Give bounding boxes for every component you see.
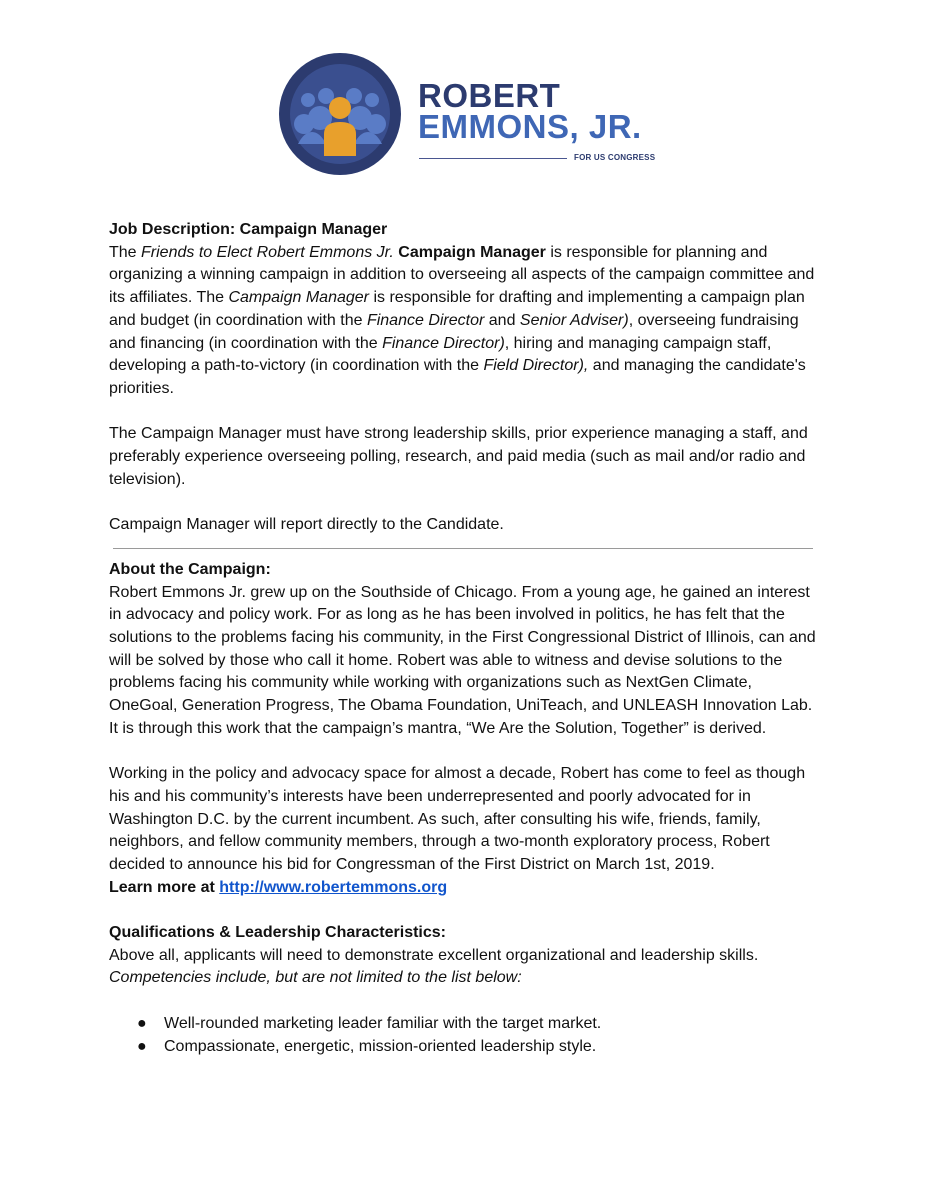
people-group-logo-icon — [278, 52, 402, 176]
text-run: and managing the candidate's priorities. — [109, 357, 806, 397]
job-paragraph-1 — [109, 242, 823, 401]
qualifications-intro-italic — [109, 967, 823, 990]
text-run: , hiring and managing campaign staff, developing a path-to-victory (in coordination with the — [109, 334, 772, 375]
qualifications-intro: Above all, applicants will need to demonstrate excellent organizational and leadership skills. — [109, 946, 759, 964]
italic-run: Competencies include, but are not limited to the list below: — [109, 969, 522, 987]
list-item-text: Compassionate, energetic, mission-oriented leadership style. — [164, 1037, 597, 1055]
bold-run: Campaign Manager — [398, 243, 546, 261]
about-heading: About the Campaign: — [109, 560, 271, 578]
competency-list — [109, 1013, 823, 1058]
list-item-text: Well-rounded marketing leader familiar with the target market. — [164, 1014, 602, 1032]
italic-run: Finance Director — [366, 311, 485, 329]
bullet-icon: ● — [137, 1014, 147, 1032]
learn-more-line — [109, 877, 823, 900]
learn-more-label: Learn more at — [109, 878, 215, 896]
bullet-icon: ● — [137, 1037, 147, 1055]
text-run: is responsible for drafting and implementing a campaign plan and budget (in coordination with the — [109, 289, 805, 329]
candidate-name-line2: EMMONS, JR. — [418, 108, 642, 145]
text-run: The — [109, 243, 142, 261]
campaign-website-link[interactable]: http://www.robertemmons.org — [219, 878, 448, 896]
qualifications-heading: Qualifications & Leadership Characteristics: — [109, 924, 446, 942]
text-run: and — [484, 311, 520, 329]
logo-divider — [419, 158, 567, 159]
about-paragraph-1: Robert Emmons Jr. grew up on the Southside of Chicago. From a young age, he gained an interest in advocacy and policy work. For as long as he has been involved in politics, he has felt that the solutions to the problems facing his community, in the First Congressional District of Illinois, can and will be solved by those who call it home. Robert was able to witness and devise solutions to the problems facing his community while working with organizations such as NextGen Climate, OneGoal, Generation Progress, The Obama Foundation, UniTeach, and UNLEASH Innovation Lab. It is through this work that the campaign’s mantra, “We Are the Solution, Together” is derived. — [109, 583, 816, 737]
italic-run: Campaign Manager — [228, 289, 369, 307]
list-item — [109, 1036, 823, 1059]
italic-run: Friends to Elect Robert Emmons Jr. — [141, 243, 394, 261]
campaign-logo — [278, 52, 668, 176]
job-paragraph-2: The Campaign Manager must have strong leadership skills, prior experience managing a staff, and preferably experience overseeing polling, research, and paid media (such as mail and/or radio and television). — [109, 425, 808, 488]
list-item — [109, 1013, 823, 1036]
job-paragraph-3: Campaign Manager will report directly to the Candidate. — [109, 516, 504, 534]
italic-run: Senior Adviser) — [519, 311, 629, 329]
italic-run: Finance Director) — [382, 334, 505, 352]
candidate-name — [418, 77, 642, 145]
italic-run: Field Director), — [483, 357, 589, 375]
document-body — [109, 219, 823, 1058]
candidate-name-line1: ROBERT — [418, 77, 561, 114]
logo-tagline: FOR US CONGRESS — [574, 153, 656, 162]
text-run: , overseeing fundraising and financing (in coordination with the — [109, 311, 799, 352]
job-heading: Job Description: Campaign Manager — [109, 221, 388, 238]
section-divider — [113, 548, 813, 549]
about-paragraph-2: Working in the policy and advocacy space for almost a decade, Robert has come to feel as though his and his community’s interests have been underrepresented and poorly advocated for in Washington D.C. by the current incumbent. As such, after consulting his wife, friends, family, neighbors, and fellow community members, through a two-month exploratory process, Robert decided to announce his bid for Congressman of the First District on March 1st, 2019. — [109, 765, 806, 873]
text-run: is responsible for planning and organizing a winning campaign in addition to overseeing all aspects of the campaign committee and its affiliates. The — [109, 243, 815, 307]
